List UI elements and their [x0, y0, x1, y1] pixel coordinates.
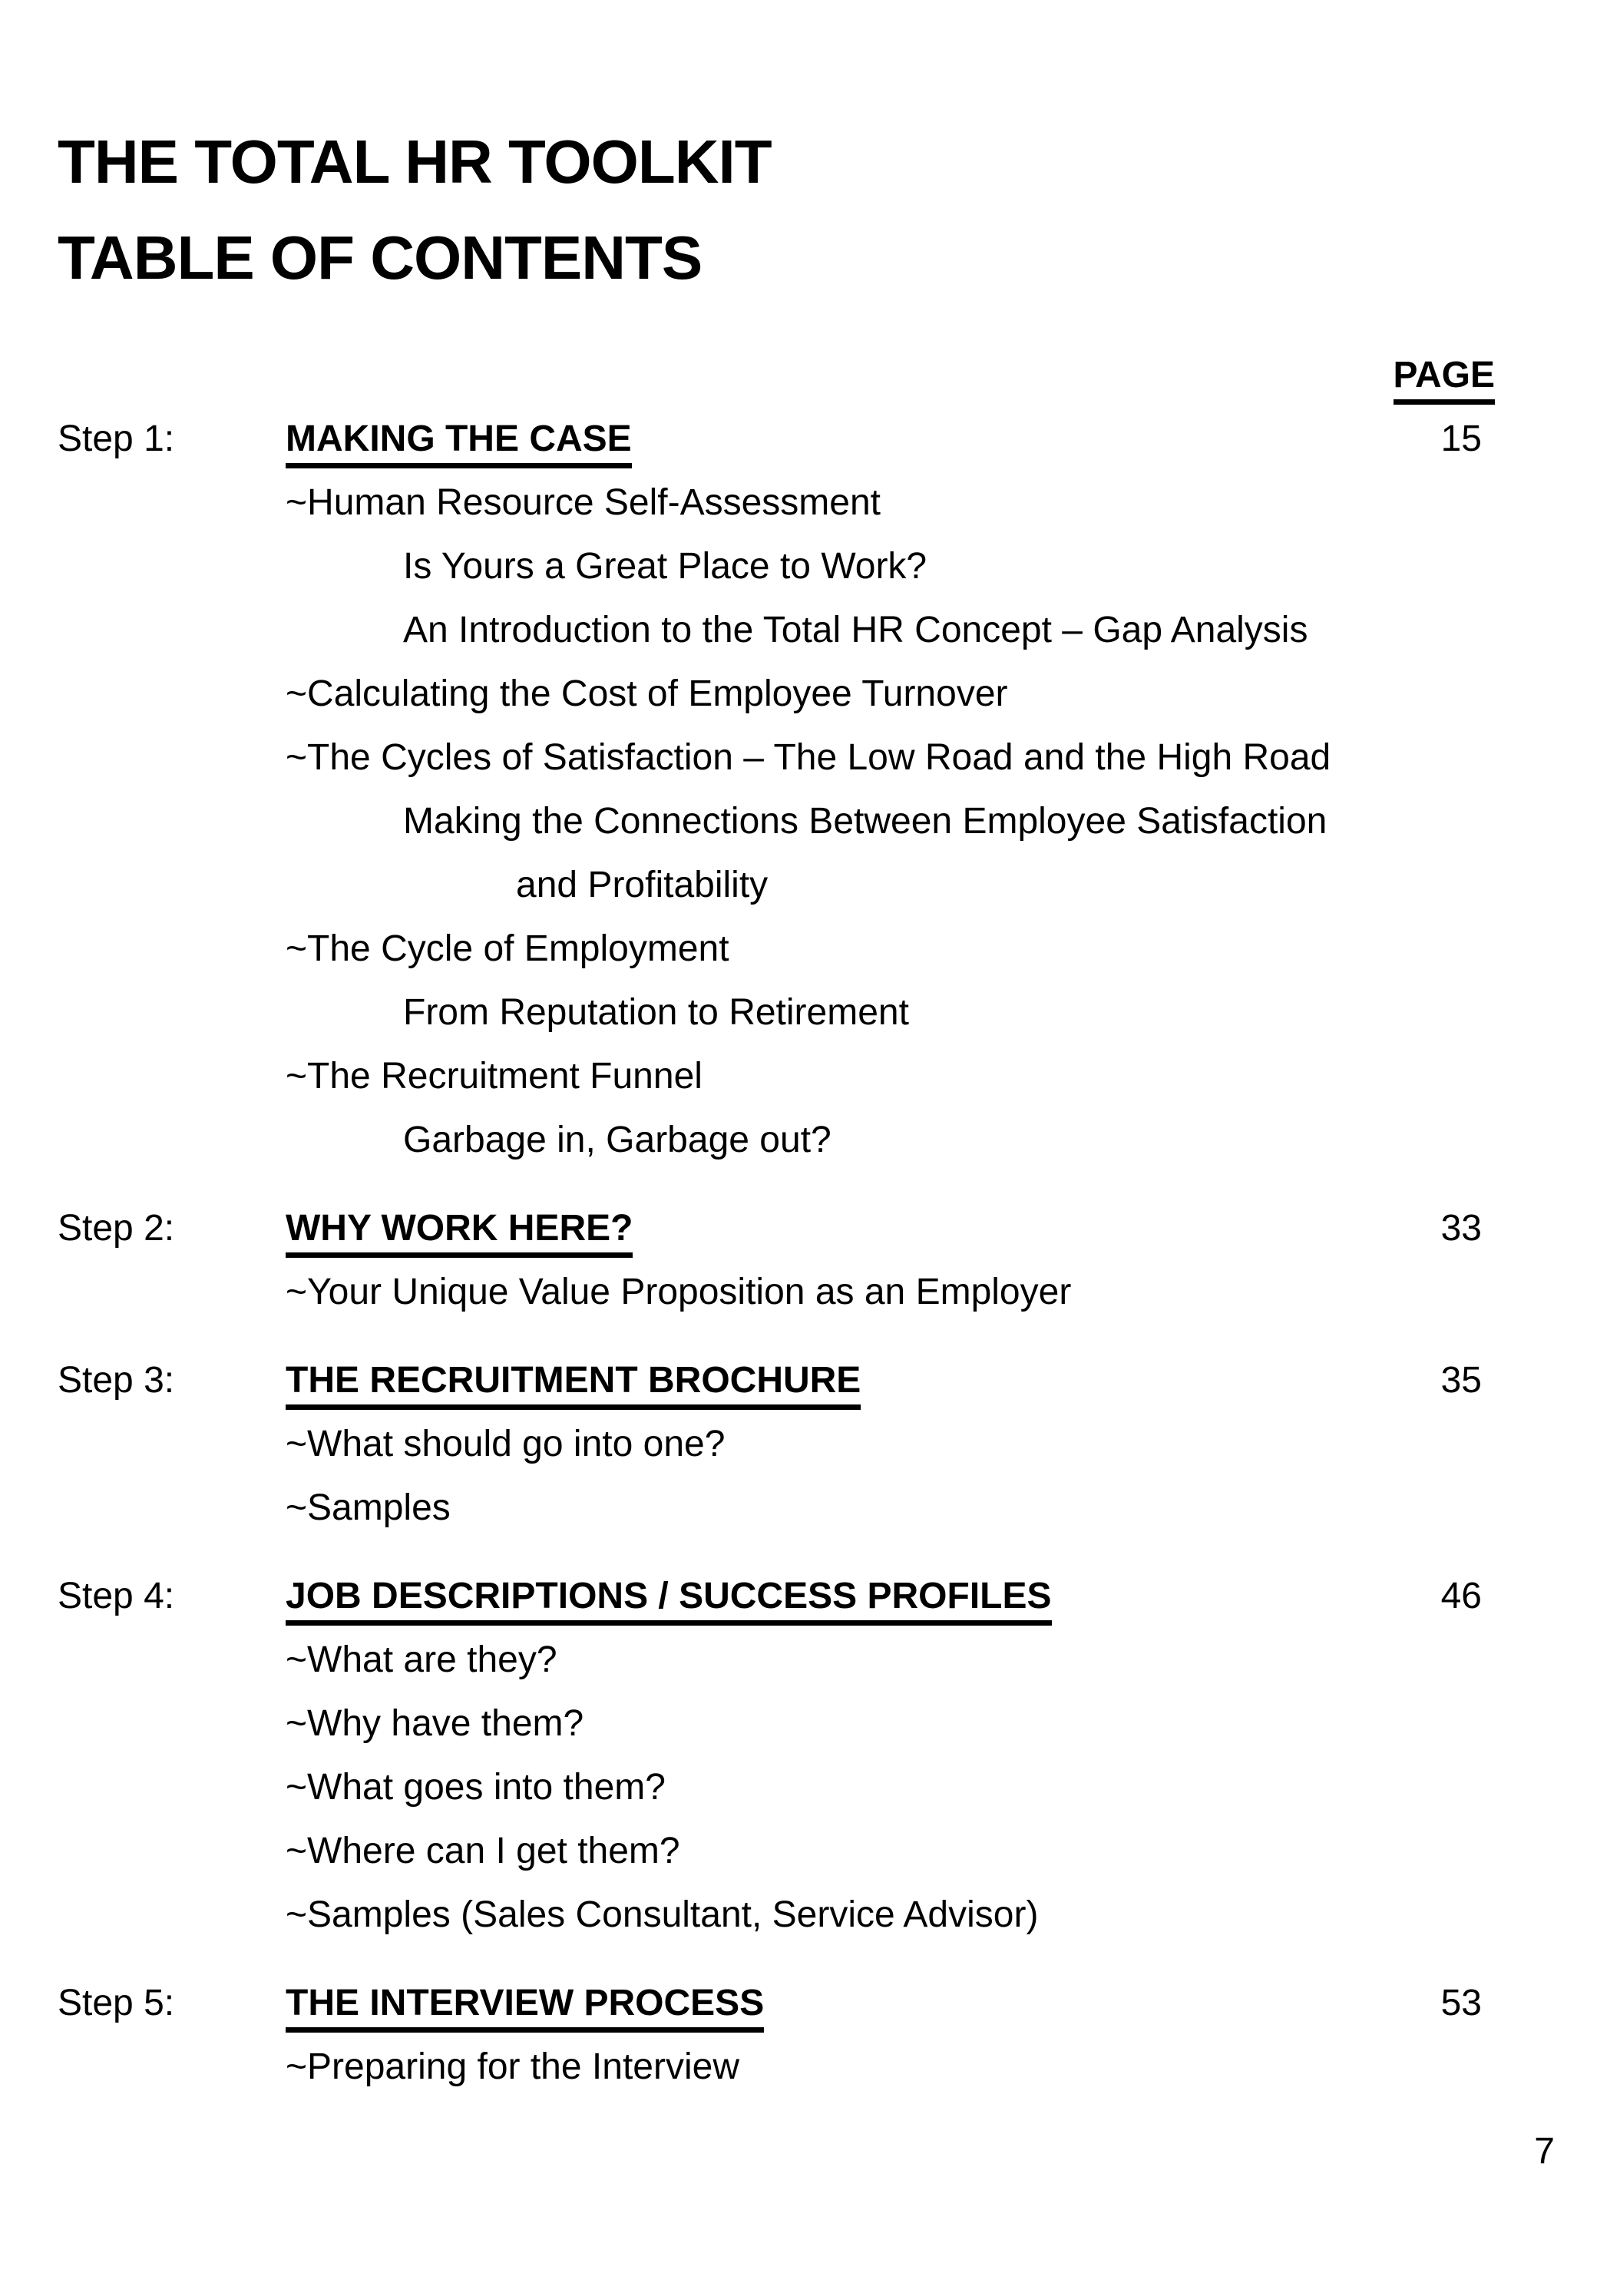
toc-item-spacer — [58, 534, 286, 598]
toc-item-cell — [286, 1108, 1413, 1172]
toc-item: ~What should go into one? — [286, 1424, 726, 1464]
toc-step — [58, 407, 1543, 1172]
toc-item-spacer — [58, 917, 286, 981]
toc-item-row — [58, 471, 1543, 534]
toc-item-spacer — [58, 598, 286, 662]
toc-item-page-spacer — [1413, 917, 1543, 981]
title-line-2: TABLE OF CONTENTS — [58, 223, 703, 292]
toc-item-row — [58, 662, 1543, 726]
toc-step-heading-row — [58, 1348, 1543, 1412]
toc-item-page-spacer — [1413, 1044, 1543, 1108]
toc-item-page-spacer — [1413, 1108, 1543, 1172]
toc-item-spacer — [58, 1108, 286, 1172]
toc-item-row — [58, 1108, 1543, 1172]
toc-item-row — [58, 853, 1543, 917]
step-title-cell — [286, 407, 1413, 471]
toc-item-cell — [286, 1044, 1413, 1108]
step-title: WHY WORK HERE? — [286, 1208, 633, 1258]
step-page-number: 33 — [1440, 1208, 1482, 1249]
toc-item-spacer — [58, 1628, 286, 1692]
toc-item-row — [58, 1476, 1543, 1540]
toc-item: ~Where can I get them? — [286, 1831, 680, 1871]
toc-item-cell — [286, 598, 1413, 662]
toc-item-row — [58, 1628, 1543, 1692]
toc-item-cell — [286, 789, 1413, 853]
toc-item: and Profitability — [516, 865, 769, 905]
toc-item: ~What goes into them? — [286, 1767, 666, 1808]
page-column-header-row — [58, 343, 1543, 407]
toc-item-spacer — [58, 853, 286, 917]
toc-item-spacer — [58, 726, 286, 789]
toc-item-page-spacer — [1413, 471, 1543, 534]
toc-item-page-spacer — [1413, 1755, 1543, 1819]
toc-item: ~Human Resource Self-Assessment — [286, 482, 881, 523]
toc-item-cell — [286, 1628, 1413, 1692]
step-label: Step 5: — [58, 1983, 175, 2023]
toc-item-page-spacer — [1413, 1819, 1543, 1883]
toc-step — [58, 1348, 1543, 1540]
toc-item-row — [58, 917, 1543, 981]
toc-item-cell — [286, 1260, 1413, 1324]
toc-item-spacer — [58, 1692, 286, 1755]
step-title: THE RECRUITMENT BROCHURE — [286, 1360, 861, 1410]
document-title — [58, 114, 1543, 306]
toc-item-cell — [286, 1476, 1413, 1540]
toc-step — [58, 1971, 1543, 2099]
toc-step — [58, 1196, 1543, 1324]
toc-item-spacer — [58, 1883, 286, 1947]
toc-item-row — [58, 726, 1543, 789]
step-label: Step 1: — [58, 419, 175, 459]
step-title: JOB DESCRIPTIONS / SUCCESS PROFILES — [286, 1576, 1052, 1626]
step-title-cell — [286, 1971, 1413, 2035]
step-title-cell — [286, 1196, 1413, 1260]
toc-item-row — [58, 598, 1543, 662]
toc-item: ~What are they? — [286, 1639, 557, 1680]
toc-item: ~The Recruitment Funnel — [286, 1056, 703, 1097]
toc-item-cell — [286, 1755, 1413, 1819]
toc-item-row — [58, 2035, 1543, 2099]
step-label: Step 3: — [58, 1360, 175, 1401]
toc-item-row — [58, 1044, 1543, 1108]
toc-item-row — [58, 534, 1543, 598]
toc-item-row — [58, 1755, 1543, 1819]
toc-item-spacer — [58, 471, 286, 534]
toc-item-cell — [286, 2035, 1413, 2099]
toc-item-page-spacer — [1413, 726, 1543, 789]
toc-item-cell — [286, 917, 1413, 981]
step-title: THE INTERVIEW PROCESS — [286, 1983, 764, 2033]
toc-item-spacer — [58, 1819, 286, 1883]
toc-item-spacer — [58, 662, 286, 726]
title-line-1: THE TOTAL HR TOOLKIT — [58, 127, 772, 196]
toc-item: Garbage in, Garbage out? — [403, 1120, 831, 1160]
toc-item-cell — [286, 1412, 1413, 1476]
toc-item-row — [58, 1819, 1543, 1883]
toc-item: ~Your Unique Value Proposition as an Employer — [286, 1272, 1072, 1312]
toc-item-cell — [286, 662, 1413, 726]
step-page-number: 15 — [1440, 419, 1482, 459]
toc-item-row — [58, 1260, 1543, 1324]
toc-item-page-spacer — [1413, 598, 1543, 662]
toc-step-heading-row — [58, 1971, 1543, 2035]
toc-item: ~Preparing for the Interview — [286, 2046, 739, 2087]
toc-item-cell — [286, 1692, 1413, 1755]
toc-item-spacer — [58, 1476, 286, 1540]
toc-item: ~Samples (Sales Consultant, Service Advisor) — [286, 1894, 1039, 1935]
toc-item: An Introduction to the Total HR Concept – Gap Analysis — [403, 610, 1308, 650]
toc-item-page-spacer — [1413, 789, 1543, 853]
toc-item: ~Samples — [286, 1487, 451, 1528]
step-label: Step 4: — [58, 1576, 175, 1616]
step-page-number: 53 — [1440, 1983, 1482, 2023]
toc-item-page-spacer — [1413, 534, 1543, 598]
step-page-number: 46 — [1440, 1576, 1482, 1616]
toc-item: ~The Cycles of Satisfaction – The Low Road and the High Road — [286, 737, 1331, 778]
toc-item-spacer — [58, 981, 286, 1044]
toc-item: From Reputation to Retirement — [403, 992, 909, 1033]
toc-step — [58, 1564, 1543, 1947]
toc-item: ~The Cycle of Employment — [286, 928, 729, 969]
toc-step-heading-row — [58, 1196, 1543, 1260]
toc-step-heading-row — [58, 407, 1543, 471]
toc-item-spacer — [58, 1755, 286, 1819]
toc-item: ~Calculating the Cost of Employee Turnover — [286, 673, 1008, 714]
toc-item-row — [58, 1692, 1543, 1755]
toc-item-spacer — [58, 789, 286, 853]
toc-item-page-spacer — [1413, 1692, 1543, 1755]
toc-item-cell — [286, 853, 1413, 917]
step-label: Step 2: — [58, 1208, 175, 1249]
step-title-cell — [286, 1348, 1413, 1412]
toc-item-spacer — [58, 1044, 286, 1108]
step-title-cell — [286, 1564, 1413, 1628]
toc-item-cell — [286, 471, 1413, 534]
toc-item-cell — [286, 1819, 1413, 1883]
toc-item-cell — [286, 534, 1413, 598]
toc-item-page-spacer — [1413, 981, 1543, 1044]
toc-item-spacer — [58, 1260, 286, 1324]
toc-item: Making the Connections Between Employee Satisfaction — [403, 801, 1327, 842]
table-of-contents — [58, 407, 1543, 2099]
toc-item: Is Yours a Great Place to Work? — [403, 546, 927, 587]
toc-item-row — [58, 789, 1543, 853]
toc-step-heading-row — [58, 1564, 1543, 1628]
toc-item-spacer — [58, 2035, 286, 2099]
toc-item-row — [58, 981, 1543, 1044]
toc-item-page-spacer — [1413, 1883, 1543, 1947]
toc-item-page-spacer — [1413, 1412, 1543, 1476]
toc-item-row — [58, 1883, 1543, 1947]
toc-item-row — [58, 1412, 1543, 1476]
toc-item-page-spacer — [1413, 1260, 1543, 1324]
toc-item-page-spacer — [1413, 662, 1543, 726]
footer-page-number: 7 — [1534, 2131, 1555, 2172]
toc-item: ~Why have them? — [286, 1703, 584, 1744]
toc-item-page-spacer — [1413, 2035, 1543, 2099]
toc-item-cell — [286, 726, 1413, 789]
toc-item-cell — [286, 981, 1413, 1044]
toc-item-spacer — [58, 1412, 286, 1476]
toc-item-page-spacer — [1413, 1628, 1543, 1692]
step-title: MAKING THE CASE — [286, 419, 632, 468]
toc-item-cell — [286, 1883, 1413, 1947]
toc-item-page-spacer — [1413, 1476, 1543, 1540]
step-page-number: 35 — [1440, 1360, 1482, 1401]
toc-item-page-spacer — [1413, 853, 1543, 917]
page-column-header: PAGE — [1394, 355, 1495, 405]
